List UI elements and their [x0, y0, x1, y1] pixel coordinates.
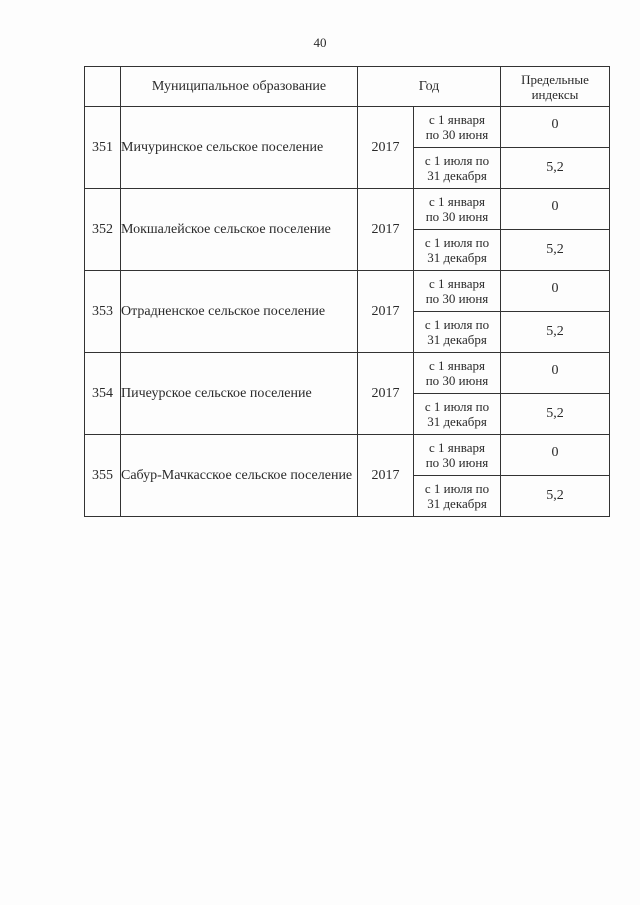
period-line2: 31 декабря [427, 168, 487, 183]
period-cell [414, 312, 501, 353]
table-row [85, 271, 610, 312]
year-cell: 2017 [358, 435, 414, 517]
header-year: Год [358, 67, 501, 107]
period-cell [414, 435, 501, 476]
header-indices-line1: Предельные [521, 71, 589, 87]
period-line2: 31 декабря [427, 332, 487, 347]
row-number: 354 [85, 353, 121, 435]
period-line1: с 1 июля по [424, 153, 490, 168]
header-municipality: Муниципальное образование [121, 67, 358, 107]
table-row [85, 435, 610, 476]
period-line2: 31 декабря [427, 250, 487, 265]
period-cell [414, 230, 501, 271]
period-line1: с 1 июля по [424, 481, 490, 496]
index-value: 0 [501, 271, 610, 312]
period-line1: с 1 января [429, 112, 485, 127]
table-row [85, 107, 610, 148]
period-cell [414, 476, 501, 517]
period-line1: с 1 июля по [424, 399, 490, 414]
period-cell [414, 189, 501, 230]
period-line2: 31 декабря [427, 496, 487, 511]
table-body [85, 107, 610, 517]
row-number: 355 [85, 435, 121, 517]
table-header-row [85, 67, 610, 107]
period-line1: с 1 января [429, 440, 485, 455]
index-value: 5,2 [501, 476, 610, 517]
municipality-name: Сабур-Мачкасское сельское поселение [121, 435, 358, 517]
index-value: 0 [501, 189, 610, 230]
period-cell [414, 148, 501, 189]
period-line1: с 1 января [429, 358, 485, 373]
table-row [85, 189, 610, 230]
year-cell: 2017 [358, 107, 414, 189]
index-value: 0 [501, 353, 610, 394]
indices-table [84, 66, 610, 517]
page-number: 40 [313, 35, 327, 50]
index-value: 0 [501, 435, 610, 476]
municipality-name: Мичуринское сельское поселение [121, 107, 358, 189]
municipality-name: Отрадненское сельское поселение [121, 271, 358, 353]
municipality-name: Мокшалейское сельское поселение [121, 189, 358, 271]
period-line2: по 30 июня [425, 291, 489, 306]
period-cell [414, 271, 501, 312]
index-value: 5,2 [501, 312, 610, 353]
year-cell: 2017 [358, 271, 414, 353]
index-value: 5,2 [501, 394, 610, 435]
period-cell [414, 394, 501, 435]
header-number [85, 67, 121, 107]
period-line1: с 1 января [429, 276, 485, 291]
period-line1: с 1 июля по [424, 317, 490, 332]
row-number: 351 [85, 107, 121, 189]
period-cell [414, 353, 501, 394]
year-cell: 2017 [358, 189, 414, 271]
index-value: 5,2 [501, 230, 610, 271]
index-value: 0 [501, 107, 610, 148]
period-line2: по 30 июня [425, 373, 489, 388]
period-line1: с 1 июля по [424, 235, 490, 250]
header-indices [501, 67, 610, 107]
municipality-name: Пичеурское сельское поселение [121, 353, 358, 435]
year-cell: 2017 [358, 353, 414, 435]
index-value: 5,2 [501, 148, 610, 189]
period-line2: по 30 июня [425, 127, 489, 142]
period-line2: 31 декабря [427, 414, 487, 429]
period-line2: по 30 июня [425, 455, 489, 470]
header-indices-line2: индексы [531, 86, 579, 102]
period-line1: с 1 января [429, 194, 485, 209]
row-number: 352 [85, 189, 121, 271]
row-number: 353 [85, 271, 121, 353]
period-cell [414, 107, 501, 148]
table-row [85, 353, 610, 394]
period-line2: по 30 июня [425, 209, 489, 224]
